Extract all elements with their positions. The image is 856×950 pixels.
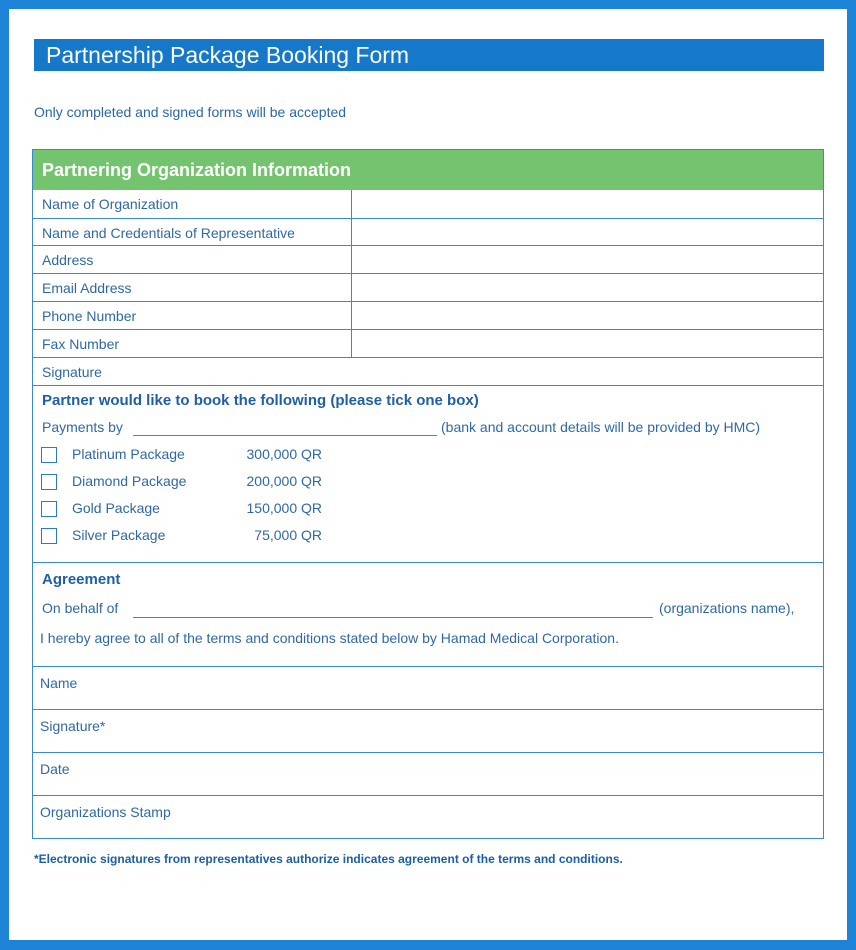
section-divider [33, 562, 823, 563]
field-row-address [33, 246, 823, 274]
field-row-representative [33, 219, 823, 246]
payments-label: Payments by [42, 419, 123, 435]
footnote: *Electronic signatures from representatives authorize indicates agreement of the terms and conditions. [34, 852, 623, 866]
field-row-fax [33, 330, 823, 358]
field-label: Address [42, 252, 94, 268]
sign-field-stamp[interactable] [33, 795, 823, 839]
field-label: Fax Number [42, 336, 120, 352]
field-row-phone [33, 302, 823, 330]
checkbox[interactable] [41, 528, 57, 544]
org-name-note: (organizations name), [659, 600, 795, 616]
package-name: Platinum Package [72, 446, 185, 462]
sign-field-label: Name [40, 675, 78, 691]
field-label: Phone Number [42, 308, 137, 324]
agreement-statement: I hereby agree to all of the terms and conditions stated below by Hamad Medical Corporation. [40, 630, 619, 646]
package-name: Gold Package [72, 500, 160, 516]
form-card [32, 149, 824, 839]
field-label: Name of Organization [42, 196, 179, 212]
sign-field-label: Organizations Stamp [40, 804, 171, 820]
form-note: Only completed and signed forms will be accepted [34, 104, 347, 120]
package-name: Silver Package [72, 527, 166, 543]
on-behalf-label: On behalf of [42, 600, 119, 616]
field-row-email [33, 274, 823, 302]
field-label: Signature [42, 364, 102, 380]
checkbox[interactable] [41, 447, 57, 463]
sign-field-date[interactable] [33, 752, 823, 795]
org-name-input-line[interactable] [133, 617, 653, 618]
form-title: Partnership Package Booking Form [34, 39, 824, 71]
package-price: 200,000 QR [246, 473, 322, 489]
field-label: Name and Credentials of Representative [42, 225, 295, 241]
payments-input-line[interactable] [133, 435, 437, 436]
package-name: Diamond Package [72, 473, 187, 489]
field-row-organization-name [33, 190, 823, 219]
package-price: 150,000 QR [246, 500, 322, 516]
sign-field-label: Date [40, 761, 70, 777]
sign-field-name[interactable] [33, 666, 823, 709]
field-row-signature [33, 358, 823, 386]
org-section-heading: Partnering Organization Information [33, 150, 823, 190]
payments-note: (bank and account details will be provided by HMC) [441, 419, 761, 435]
booking-heading: Partner would like to book the following (please tick one box) [42, 392, 479, 409]
agreement-heading: Agreement [42, 571, 121, 588]
checkbox[interactable] [41, 474, 57, 490]
sign-field-label: Signature* [40, 718, 106, 734]
checkbox[interactable] [41, 501, 57, 517]
package-price: 75,000 QR [254, 527, 322, 543]
sign-field-signature[interactable] [33, 709, 823, 752]
package-price: 300,000 QR [246, 446, 322, 462]
field-label: Email Address [42, 280, 132, 296]
